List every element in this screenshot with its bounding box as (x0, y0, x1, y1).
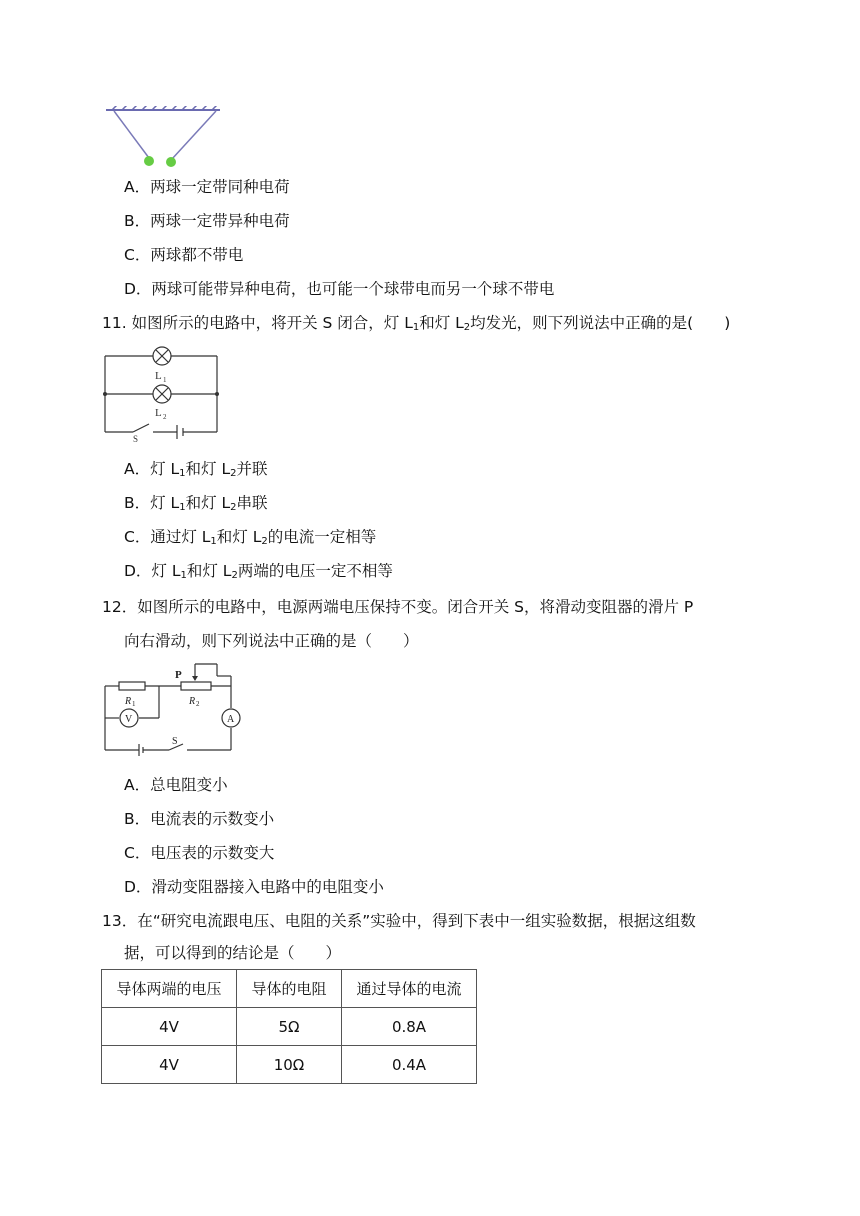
table-header-row (102, 970, 477, 1008)
ball-left (144, 156, 154, 166)
table-header-cell: 导体两端的电压 (102, 970, 237, 1008)
switch-s-label: S (172, 736, 178, 747)
q11-option-b[interactable]: B．灯 $L_1$和灯 $L_2$串联 (124, 494, 268, 513)
svg-text:2: 2 (196, 700, 200, 708)
q12-option-d[interactable]: D．滑动变阻器接入电路中的电阻变小 (124, 878, 384, 896)
q10-option-d[interactable]: D．两球可能带异种电荷，也可能一个球带电而另一个球不带电 (124, 280, 555, 298)
svg-text:2: 2 (163, 413, 167, 421)
q12-option-a[interactable]: A．总电阻变小 (124, 776, 228, 794)
lamp1-label: L (155, 370, 162, 382)
svg-text:1: 1 (132, 700, 136, 708)
q13-stem-line1: 13．在“研究电流跟电压、电阻的关系”实验中，得到下表中一组实验数据，根据这组数 (102, 912, 696, 930)
q11-stem: 11. 如图所示的电路中，将开关 S 闭合，灯 $L_1$和灯 $L_2$均发光，则下列说法中正确的是( ) (102, 314, 731, 333)
q11-option-a[interactable]: A．灯 $L_1$和灯 $L_2$并联 (124, 460, 268, 479)
q12-stem-line2: 向右滑动，则下列说法中正确的是（ ） (124, 632, 419, 650)
q12-option-c[interactable]: C．电压表的示数变大 (124, 844, 275, 862)
table-cell: 0.4A (342, 1046, 477, 1084)
q12-option-b[interactable]: B．电流表的示数变小 (124, 810, 275, 828)
table-row (102, 1046, 477, 1084)
slider-p-label: P (175, 669, 182, 681)
table-cell: 5Ω (237, 1008, 342, 1046)
q13-data-table (101, 969, 477, 1084)
q11-parallel-circuit-figure (103, 346, 219, 442)
r1-label: R (125, 696, 132, 707)
q13-stem-line2: 据，可以得到的结论是（ ） (124, 944, 342, 962)
table-cell: 4V (102, 1046, 237, 1084)
q10-option-c[interactable]: C．两球都不带电 (124, 246, 244, 264)
table-cell: 0.8A (342, 1008, 477, 1046)
table-row (102, 1008, 477, 1046)
voltmeter-label: V (125, 714, 133, 725)
q10-option-b[interactable]: B．两球一定带异种电荷 (124, 212, 290, 230)
ammeter-label: A (227, 714, 235, 725)
table-header-cell: 通过导体的电流 (342, 970, 477, 1008)
lamp2-label: L (155, 407, 162, 419)
svg-text:1: 1 (163, 376, 167, 384)
table-header-cell: 导体的电阻 (237, 970, 342, 1008)
table-cell: 4V (102, 1008, 237, 1046)
table-cell: 10Ω (237, 1046, 342, 1084)
q10-hanging-balls-figure (104, 106, 222, 170)
q10-option-a[interactable]: A．两球一定带同种电荷 (124, 178, 290, 196)
r2-label: R (189, 696, 196, 707)
q12-stem-line1: 12．如图所示的电路中，电源两端电压保持不变。闭合开关 S，将滑动变阻器的滑片 P (102, 598, 694, 616)
q11-option-d[interactable]: D．灯 $L_1$和灯 $L_2$两端的电压一定不相等 (124, 562, 393, 581)
ball-right (166, 157, 176, 167)
switch-label: S (133, 434, 139, 442)
q11-option-c[interactable]: C．通过灯 $L_1$和灯 $L_2$的电流一定相等 (124, 528, 377, 547)
q12-rheostat-circuit-figure (103, 662, 245, 756)
